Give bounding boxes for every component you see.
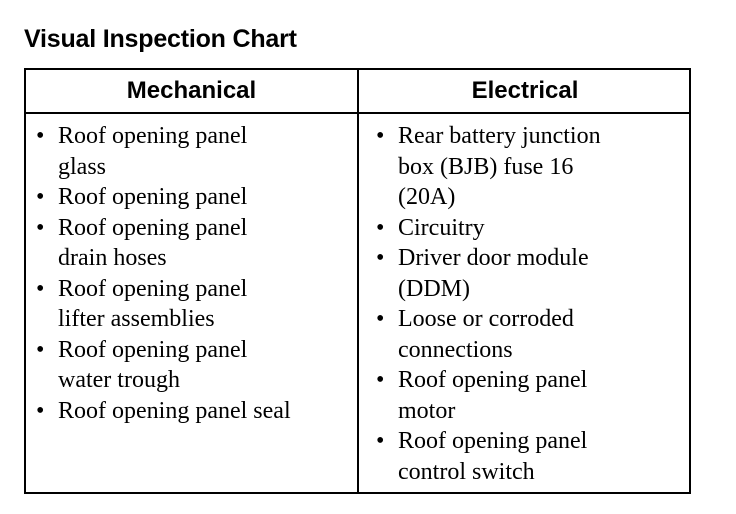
list-item-text: Roof opening panel seal bbox=[58, 397, 291, 424]
list-item-text: Circuitry bbox=[398, 214, 485, 241]
list-item-text: Roof opening panel glass bbox=[58, 123, 248, 180]
list-item-text: Driver door module (DDM) bbox=[398, 245, 589, 302]
list-item bbox=[374, 121, 690, 213]
list-item-text: Rear battery junction box (BJB) fuse 16 (20A) bbox=[398, 123, 601, 210]
list-item-text: Roof opening panel lifter assemblies bbox=[58, 275, 248, 332]
list-item bbox=[374, 304, 690, 365]
list-item bbox=[374, 243, 690, 304]
electrical-list bbox=[374, 121, 690, 487]
list-item bbox=[34, 121, 352, 182]
list-item-text: Roof opening panel control switch bbox=[398, 428, 588, 485]
list-item bbox=[34, 396, 352, 427]
electrical-column-header: Electrical bbox=[471, 77, 579, 104]
list-item-text: Roof opening panel bbox=[58, 184, 248, 210]
mechanical-list bbox=[34, 121, 352, 426]
list-item bbox=[374, 213, 690, 244]
list-item bbox=[374, 426, 690, 487]
list-item-text: Loose or corroded connections bbox=[398, 306, 574, 363]
inspection-table bbox=[24, 68, 691, 494]
list-item-text: Roof opening panel motor bbox=[398, 367, 588, 424]
chart-title: Visual Inspection Chart bbox=[24, 25, 297, 53]
column-divider bbox=[357, 70, 359, 492]
list-item bbox=[34, 335, 352, 396]
list-item-text: Roof opening panel drain hoses bbox=[58, 214, 248, 271]
list-item bbox=[34, 274, 352, 335]
list-item bbox=[34, 213, 352, 274]
header-divider bbox=[26, 112, 689, 114]
list-item bbox=[374, 365, 690, 426]
list-item bbox=[34, 182, 352, 213]
mechanical-column-header: Mechanical bbox=[126, 77, 257, 104]
list-item-text: Roof opening panel water trough bbox=[58, 336, 248, 393]
